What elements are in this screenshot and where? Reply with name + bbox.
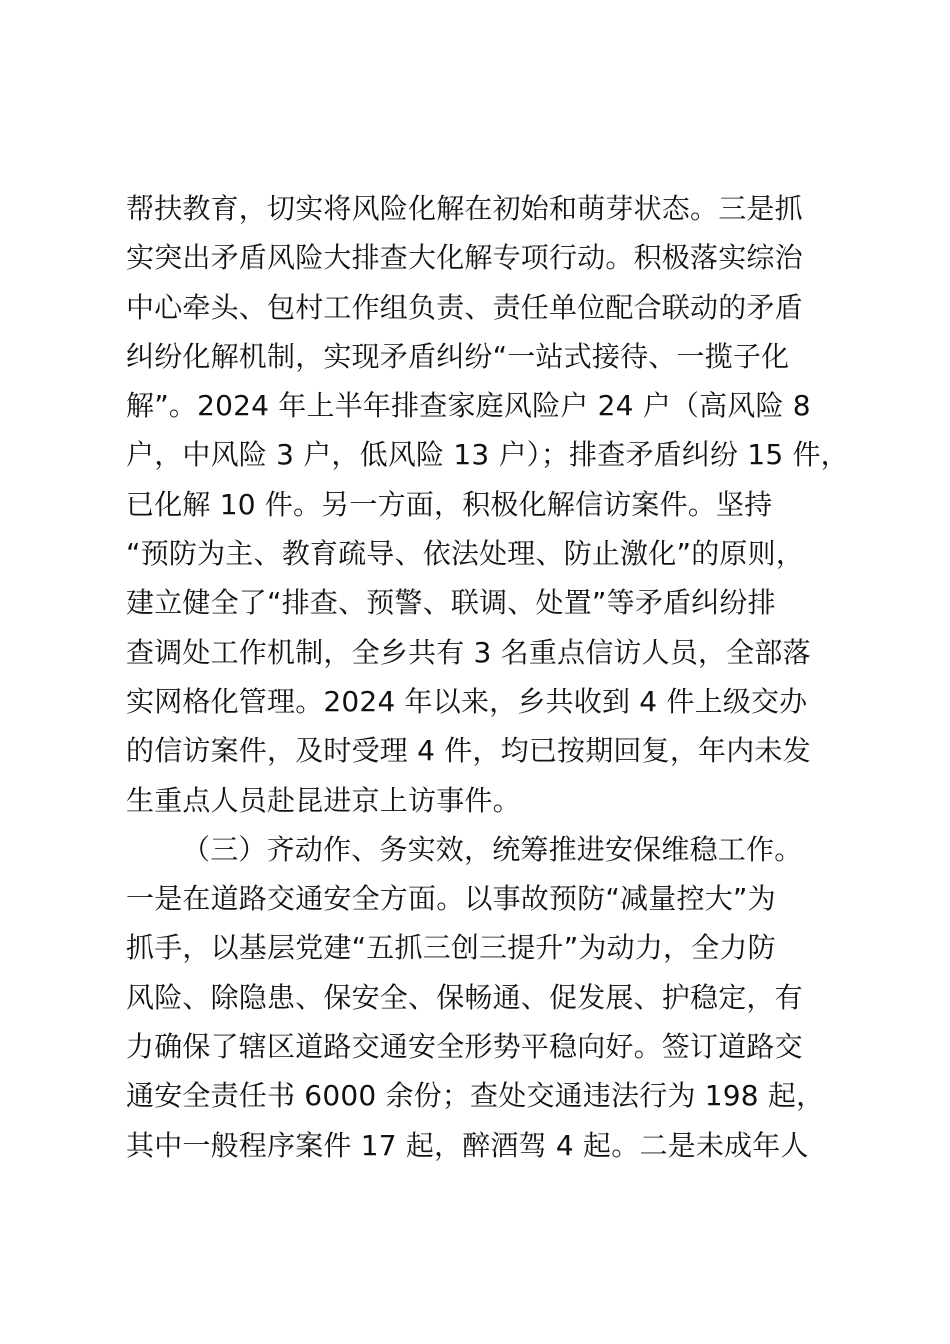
text-line: 实突出矛盾风险大排查大化解专项行动。积极落实综治 [126,241,803,275]
text-line: 风险、除隐患、保安全、保畅通、促发展、护稳定，有 [126,980,803,1014]
text-line: 解”。2024 年上半年排查家庭风险户 24 户（高风险 8 [126,389,811,423]
text-line: 查调处工作机制，全乡共有 3 名重点信访人员，全部落 [126,635,811,669]
text-line: 生重点人员赴昆进京上访事件。 [126,783,521,817]
section-heading: （三）齐动作、务实效，统筹推进安保维稳工作。 [182,832,803,866]
text-line: 中心牵头、包村工作组负责、责任单位配合联动的矛盾 [126,290,803,324]
text-line: 力确保了辖区道路交通安全形势平稳向好。签订道路交 [126,1030,803,1064]
text-line: 通安全责任书 6000 余份；查处交通违法行为 198 起， [126,1079,825,1113]
text-line: 帮扶教育，切实将风险化解在初始和萌芽状态。三是抓 [126,192,803,225]
text-line: 实网格化管理。2024 年以来，乡共收到 4 件上级交办 [126,684,808,718]
text-line: 纠纷化解机制，实现矛盾纠纷“一站式接待、一揽子化 [126,339,790,373]
text-line: 其中一般程序案件 17 起，醉酒驾 4 起。二是未成年人 [126,1128,809,1162]
text-line: 已化解 10 件。另一方面，积极化解信访案件。坚持 [126,487,773,521]
text-line: 建立健全了“排查、预警、联调、处置”等矛盾纠纷排 [126,586,776,620]
text-line: 抓手，以基层党建“五抓三创三提升”为动力，全力防 [126,931,776,965]
text-line: “预防为主、教育疏导、依法处理、防止激化”的原则， [126,537,805,571]
text-line: 的信访案件，及时受理 4 件，均已按期回复，年内未发 [126,734,811,768]
text-line: 一是在道路交通安全方面。以事故预防“减量控大”为 [126,882,776,916]
body-text [126,184,866,1170]
text-line: 户，中风险 3 户，低风险 13 户）；排查矛盾纠纷 15 件， [126,438,849,472]
